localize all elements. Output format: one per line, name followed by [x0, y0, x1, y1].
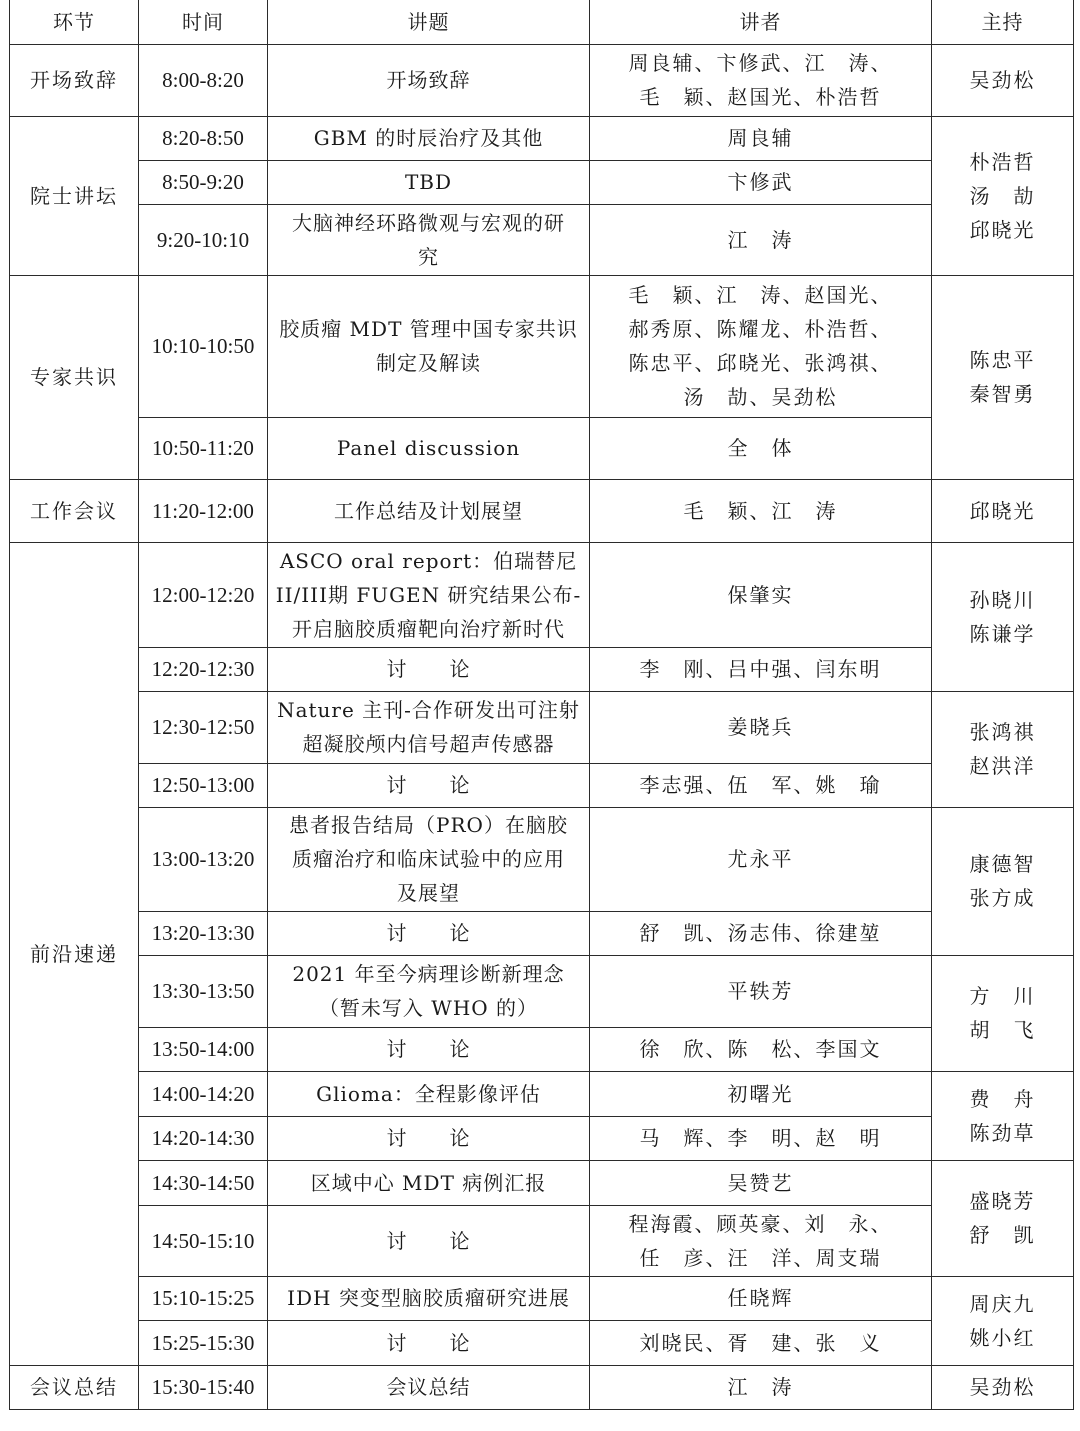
speaker-line: 周良辅、卞修武、江 涛、	[628, 51, 893, 75]
topic-cell	[268, 691, 590, 763]
speaker-line: 刘晓民、胥 建、张 义	[639, 1330, 882, 1355]
speaker-line: 任晓辉	[727, 1286, 794, 1310]
time-cell: 14:50-15:10	[139, 1205, 268, 1276]
host-line: 舒 凯	[969, 1223, 1036, 1247]
time-cell: 14:30-14:50	[139, 1160, 268, 1205]
topic-line: IDH 突变型脑胶质瘤研究进展	[287, 1286, 570, 1310]
topic-cell	[268, 807, 590, 911]
speaker-line: 毛 颖、赵国光、朴浩哲	[639, 85, 882, 109]
section-cell: 前沿速递	[10, 542, 139, 1365]
topic-line: 开启脑胶质瘤靶向治疗新时代	[292, 616, 565, 641]
table-row	[10, 417, 1074, 479]
host-cell	[932, 479, 1074, 542]
header-time: 时间	[139, 0, 268, 44]
speaker-line: 江 涛	[727, 227, 794, 252]
topic-cell	[268, 955, 590, 1027]
header-row	[10, 0, 1074, 44]
speaker-cell	[590, 1276, 932, 1320]
header-host: 主持	[932, 0, 1074, 44]
table-row	[10, 807, 1074, 911]
topic-cell	[268, 1071, 590, 1116]
topic-line: 究	[418, 244, 439, 269]
topic-cell	[268, 1276, 590, 1320]
speaker-cell	[590, 160, 932, 204]
topic-line: 质瘤治疗和临床试验中的应用	[292, 847, 565, 871]
table-row	[10, 204, 1074, 275]
speaker-line: 尤永平	[727, 847, 794, 871]
topic-cell	[268, 204, 590, 275]
time-cell: 15:25-15:30	[139, 1320, 268, 1365]
speaker-line: 李 刚、吕中强、闫东明	[639, 657, 882, 681]
topic-cell	[268, 763, 590, 807]
speaker-cell	[590, 204, 932, 275]
table-row	[10, 1320, 1074, 1365]
table-row	[10, 911, 1074, 955]
speaker-cell	[590, 417, 932, 479]
speaker-cell	[590, 1160, 932, 1205]
agenda-table	[9, 0, 1074, 1410]
topic-cell	[268, 1160, 590, 1205]
topic-cell	[268, 1116, 590, 1160]
speaker-line: 李志强、伍 军、姚 瑜	[639, 773, 882, 797]
speaker-cell	[590, 1116, 932, 1160]
speaker-line: 毛 颖、江 涛、赵国光、	[628, 283, 893, 307]
host-line: 陈谦学	[969, 621, 1036, 646]
host-line: 吴劲松	[969, 68, 1036, 92]
speaker-cell	[590, 1027, 932, 1071]
speaker-cell	[590, 807, 932, 911]
host-cell	[932, 807, 1074, 955]
time-cell: 12:20-12:30	[139, 647, 268, 691]
header-speaker: 讲者	[590, 0, 932, 44]
topic-line: 讨 论	[386, 1037, 471, 1061]
time-cell: 12:50-13:00	[139, 763, 268, 807]
topic-cell	[268, 911, 590, 955]
speaker-cell	[590, 479, 932, 542]
table-row	[10, 647, 1074, 691]
topic-line: 讨 论	[386, 657, 471, 681]
speaker-line: 郝秀原、陈耀龙、朴浩哲、	[628, 317, 893, 341]
speaker-cell	[590, 911, 932, 955]
table-row	[10, 1116, 1074, 1160]
host-line: 周庆九	[969, 1291, 1036, 1316]
host-line: 张鸿祺	[969, 720, 1036, 744]
header-section: 环节	[10, 0, 139, 44]
table-row	[10, 1205, 1074, 1276]
section-cell: 会议总结	[10, 1365, 139, 1409]
table-row	[10, 275, 1074, 417]
topic-line: 患者报告结局（PRO）在脑胶	[289, 813, 568, 837]
topic-cell	[268, 479, 590, 542]
host-line: 盛晓芳	[969, 1189, 1036, 1213]
speaker-line: 全 体	[727, 436, 794, 460]
host-cell	[932, 542, 1074, 691]
host-line: 费 舟	[969, 1086, 1036, 1111]
time-cell: 14:20-14:30	[139, 1116, 268, 1160]
speaker-line: 毛 颖、江 涛	[683, 498, 838, 523]
time-cell: 15:10-15:25	[139, 1276, 268, 1320]
speaker-cell	[590, 647, 932, 691]
host-cell	[932, 1071, 1074, 1160]
speaker-cell	[590, 1320, 932, 1365]
time-cell: 13:50-14:00	[139, 1027, 268, 1071]
table-row	[10, 1160, 1074, 1205]
host-line: 陈忠平	[969, 348, 1036, 372]
time-cell: 12:30-12:50	[139, 691, 268, 763]
topic-line: Nature 主刊-合作研发出可注射	[277, 698, 580, 722]
topic-cell	[268, 44, 590, 116]
table-row	[10, 542, 1074, 647]
speaker-cell	[590, 542, 932, 647]
topic-line: 区域中心 MDT 病例汇报	[310, 1170, 547, 1195]
topic-cell	[268, 542, 590, 647]
topic-line: 讨 论	[386, 773, 471, 797]
host-line: 吴劲松	[969, 1375, 1036, 1399]
topic-line: 2021 年至今病理诊断新理念	[292, 962, 565, 986]
topic-line: 讨 论	[386, 921, 471, 945]
speaker-line: 姜晓兵	[727, 715, 794, 739]
topic-line: 及展望	[397, 881, 460, 905]
time-cell: 13:20-13:30	[139, 911, 268, 955]
topic-line: II/III期 FUGEN 研究结果公布-	[275, 582, 582, 607]
time-cell: 15:30-15:40	[139, 1365, 268, 1409]
time-cell: 11:20-12:00	[139, 479, 268, 542]
topic-line: 工作总结及计划展望	[334, 498, 523, 523]
host-line: 孙晓川	[969, 587, 1036, 612]
table-row	[10, 1027, 1074, 1071]
host-line: 赵洪洋	[969, 754, 1036, 778]
host-line: 邱晓光	[969, 498, 1036, 523]
speaker-cell	[590, 763, 932, 807]
speaker-line: 吴赞艺	[727, 1170, 794, 1195]
speaker-line: 周良辅	[727, 126, 794, 150]
topic-line: GBM 的时辰治疗及其他	[313, 126, 544, 150]
speaker-cell	[590, 116, 932, 160]
topic-cell	[268, 160, 590, 204]
topic-cell	[268, 116, 590, 160]
host-line: 胡 飞	[969, 1018, 1036, 1042]
speaker-cell	[590, 691, 932, 763]
host-line: 朴浩哲	[969, 149, 1036, 174]
speaker-cell	[590, 955, 932, 1027]
host-cell	[932, 44, 1074, 116]
host-cell	[932, 1365, 1074, 1409]
topic-line: 开场致辞	[386, 68, 471, 92]
speaker-line: 初曙光	[727, 1081, 794, 1106]
host-cell	[932, 955, 1074, 1071]
topic-line: 大脑神经环路微观与宏观的研	[292, 210, 565, 235]
speaker-line: 陈忠平、邱晓光、张鸿祺、	[628, 351, 893, 375]
topic-line: 讨 论	[386, 1228, 471, 1253]
host-line: 汤 劼	[969, 183, 1036, 208]
time-cell: 13:30-13:50	[139, 955, 268, 1027]
topic-line: Panel discussion	[336, 436, 521, 460]
topic-line: 超凝胶颅内信号超声传感器	[302, 732, 555, 756]
host-line: 姚小红	[969, 1325, 1036, 1350]
topic-cell	[268, 1205, 590, 1276]
topic-line: 胶质瘤 MDT 管理中国专家共识	[279, 317, 578, 341]
topic-line: （暂未写入 WHO 的）	[318, 996, 539, 1020]
time-cell: 10:50-11:20	[139, 417, 268, 479]
topic-line: 讨 论	[386, 1126, 471, 1150]
time-cell: 10:10-10:50	[139, 275, 268, 417]
speaker-line: 任 彦、汪 洋、周支瑞	[639, 1245, 882, 1270]
time-cell: 9:20-10:10	[139, 204, 268, 275]
speaker-cell	[590, 44, 932, 116]
host-line: 秦智勇	[969, 382, 1036, 406]
table-row	[10, 44, 1074, 116]
section-cell: 专家共识	[10, 275, 139, 479]
host-line: 张方成	[969, 886, 1036, 910]
table-row	[10, 763, 1074, 807]
topic-line: ASCO oral report：伯瑞替尼	[279, 548, 578, 573]
time-cell: 8:20-8:50	[139, 116, 268, 160]
table-row	[10, 116, 1074, 160]
speaker-line: 程海霞、顾英豪、刘 永、	[628, 1211, 893, 1236]
topic-cell	[268, 1027, 590, 1071]
section-cell: 院士讲坛	[10, 116, 139, 275]
topic-line: 会议总结	[386, 1375, 471, 1399]
table-row	[10, 1365, 1074, 1409]
time-cell: 12:00-12:20	[139, 542, 268, 647]
host-cell	[932, 275, 1074, 479]
host-line: 方 川	[969, 984, 1036, 1008]
speaker-line: 徐 欣、陈 松、李国文	[639, 1037, 882, 1061]
speaker-line: 舒 凯、汤志伟、徐建堃	[639, 921, 882, 945]
topic-cell	[268, 1365, 590, 1409]
topic-line: Glioma：全程影像评估	[316, 1081, 541, 1106]
topic-cell	[268, 1320, 590, 1365]
section-cell: 开场致辞	[10, 44, 139, 116]
table-row	[10, 1276, 1074, 1320]
speaker-line: 汤 劼、吴劲松	[683, 385, 838, 409]
host-cell	[932, 1276, 1074, 1365]
time-cell: 8:50-9:20	[139, 160, 268, 204]
table-row	[10, 160, 1074, 204]
host-line: 邱晓光	[969, 217, 1036, 242]
topic-line: 制定及解读	[376, 351, 481, 375]
time-cell: 8:00-8:20	[139, 44, 268, 116]
topic-line: 讨 论	[386, 1330, 471, 1355]
host-cell	[932, 116, 1074, 275]
host-line: 陈劲草	[969, 1120, 1036, 1145]
table-row	[10, 955, 1074, 1027]
speaker-line: 江 涛	[727, 1375, 794, 1399]
time-cell: 14:00-14:20	[139, 1071, 268, 1116]
topic-cell	[268, 647, 590, 691]
topic-line: TBD	[404, 170, 453, 194]
speaker-cell	[590, 1071, 932, 1116]
host-line: 康德智	[969, 852, 1036, 876]
speaker-line: 马 辉、李 明、赵 明	[639, 1126, 882, 1150]
speaker-cell	[590, 275, 932, 417]
speaker-line: 卞修武	[727, 170, 794, 194]
speaker-cell	[590, 1205, 932, 1276]
table-row	[10, 479, 1074, 542]
time-cell: 13:00-13:20	[139, 807, 268, 911]
header-topic: 讲题	[268, 0, 590, 44]
speaker-line: 保肇实	[727, 582, 794, 607]
table-row	[10, 1071, 1074, 1116]
host-cell	[932, 691, 1074, 807]
speaker-cell	[590, 1365, 932, 1409]
section-cell: 工作会议	[10, 479, 139, 542]
host-cell	[932, 1160, 1074, 1276]
topic-cell	[268, 417, 590, 479]
table-row	[10, 691, 1074, 763]
topic-cell	[268, 275, 590, 417]
speaker-line: 平轶芳	[727, 979, 794, 1003]
